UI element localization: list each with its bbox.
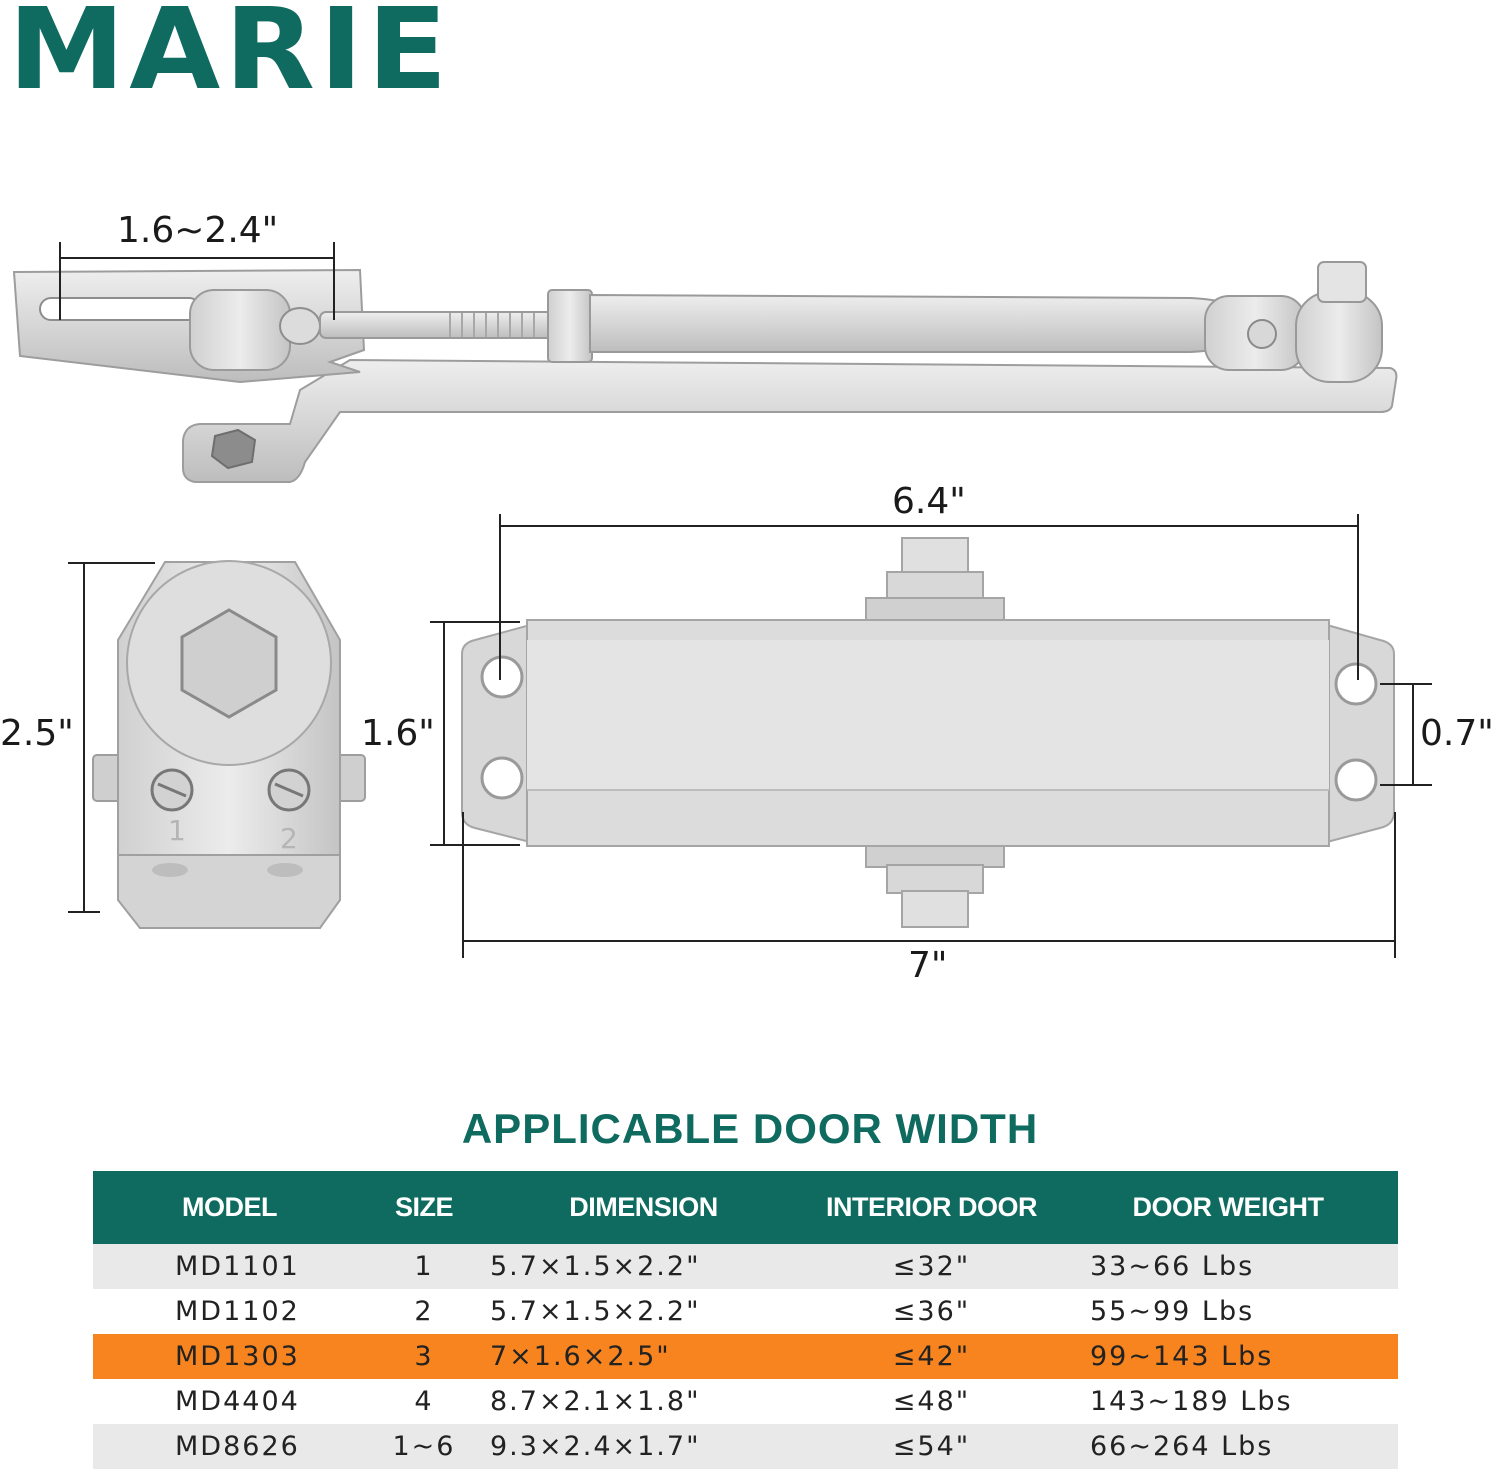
body-length-label: 6.4" [892, 481, 966, 522]
cell-size: 4 [366, 1379, 482, 1424]
cell-model: MD1303 [93, 1334, 366, 1379]
table-row-highlighted [93, 1334, 1398, 1379]
header-size: SIZE [366, 1171, 482, 1244]
side-view [93, 561, 365, 928]
cell-size: 2 [366, 1289, 482, 1334]
brand-logo: MARIE [8, 0, 452, 115]
header-model: MODEL [93, 1171, 366, 1244]
cell-interior-door: ≤36" [805, 1289, 1058, 1334]
arm-slot-label: 1.6~2.4" [117, 210, 279, 251]
cell-door-weight: 55~99 Lbs [1058, 1289, 1398, 1334]
cell-door-weight: 143~189 Lbs [1058, 1379, 1398, 1424]
header-interior-door: INTERIOR DOOR [805, 1171, 1058, 1244]
table-row [93, 1424, 1398, 1469]
hole-spacing-label: 0.7" [1420, 713, 1494, 754]
side-height-label: 2.5" [0, 713, 74, 754]
table-row [93, 1244, 1398, 1289]
cell-dimension: 5.7×1.5×2.2" [482, 1289, 805, 1334]
cell-dimension: 5.7×1.5×2.2" [482, 1244, 805, 1289]
body-height-label: 1.6" [361, 713, 435, 754]
table-row [93, 1379, 1398, 1424]
table-header-row [93, 1171, 1398, 1244]
cell-interior-door: ≤32" [805, 1244, 1058, 1289]
cell-door-weight: 33~66 Lbs [1058, 1244, 1398, 1289]
cell-interior-door: ≤42" [805, 1334, 1058, 1379]
valve-marker-1: 1 [168, 814, 186, 847]
cell-interior-door: ≤54" [805, 1424, 1058, 1469]
header-dimension: DIMENSION [482, 1171, 805, 1244]
cell-dimension: 8.7×2.1×1.8" [482, 1379, 805, 1424]
overall-length-label: 7" [908, 945, 948, 986]
cell-dimension: 7×1.6×2.5" [482, 1334, 805, 1379]
header-door-weight: DOOR WEIGHT [1058, 1171, 1398, 1244]
cell-model: MD1102 [93, 1289, 366, 1334]
cell-model: MD4404 [93, 1379, 366, 1424]
cell-size: 3 [366, 1334, 482, 1379]
cell-size: 1 [366, 1244, 482, 1289]
table-title: APPLICABLE DOOR WIDTH [461, 1105, 1039, 1152]
valve-marker-2: 2 [280, 822, 298, 855]
arm-assembly [14, 262, 1396, 482]
cell-door-weight: 66~264 Lbs [1058, 1424, 1398, 1469]
cell-size: 1~6 [366, 1424, 482, 1469]
closer-body [462, 538, 1394, 927]
table-row [93, 1289, 1398, 1334]
cell-model: MD1101 [93, 1244, 366, 1289]
spec-table [93, 1171, 1398, 1469]
cell-dimension: 9.3×2.4×1.7" [482, 1424, 805, 1469]
cell-door-weight: 99~143 Lbs [1058, 1334, 1398, 1379]
cell-interior-door: ≤48" [805, 1379, 1058, 1424]
cell-model: MD8626 [93, 1424, 366, 1469]
